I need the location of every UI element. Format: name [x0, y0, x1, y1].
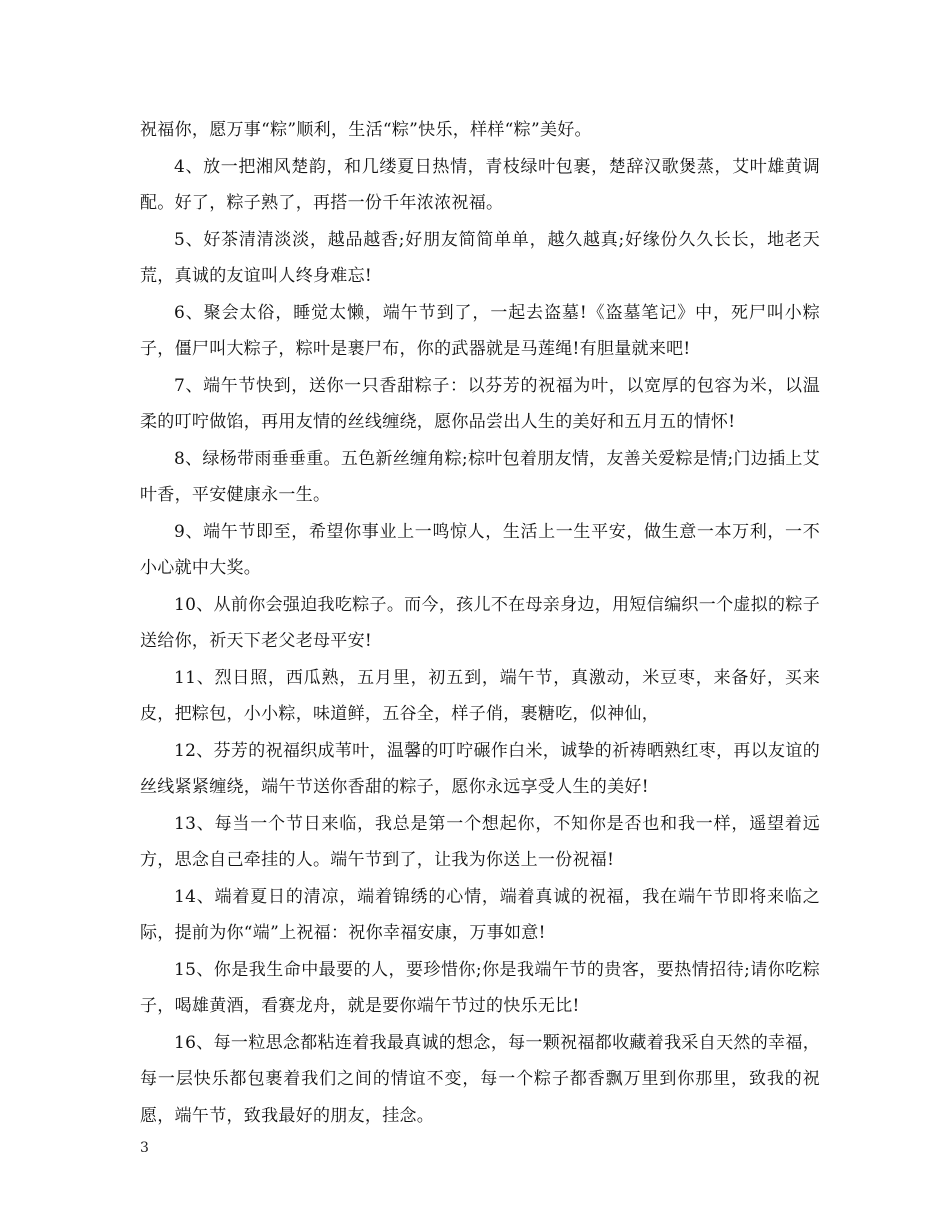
- paragraph-item-14: 14、端着夏日的清凉，端着锦绣的心情，端着真诚的祝福，我在端午节即将来临之际，提前为你“端”上祝福：祝你幸福安康，万事如意!: [140, 886, 820, 943]
- paragraph-item-6: 6、聚会太俗，睡觉太懒，端午节到了，一起去盗墓!《盗墓笔记》中，死尸叫小粽子，僵尸叫大粽子，粽叶是裹尸布，你的武器就是马莲绳!有胆量就来吧!: [140, 302, 820, 359]
- paragraph-item-13: 13、每当一个节日来临，我总是第一个想起你，不知你是否也和我一样，遥望着远方，思念自己牵挂的人。端午节到了，让我为你送上一份祝福!: [140, 813, 820, 870]
- paragraph-item-16: 16、每一粒思念都粘连着我最真诚的想念，每一颗祝福都收藏着我采自天然的幸福，每一层快乐都包裹着我们之间的情谊不变，每一个粽子都香飘万里到你那里，致我的祝愿，端午节，致我最好的朋友，挂念。: [140, 1032, 820, 1126]
- paragraph-item-15: 15、你是我生命中最要的人，要珍惜你;你是我端午节的贵客，要热情招待;请你吃粽子，喝雄黄酒，看赛龙舟，就是要你端午节过的快乐无比!: [140, 959, 820, 1016]
- paragraph-item-7: 7、端午节快到，送你一只香甜粽子：以芬芳的祝福为叶，以宽厚的包容为米，以温柔的叮咛做馅，再用友情的丝线缠绕，愿你品尝出人生的美好和五月五的情怀!: [140, 375, 820, 432]
- paragraph-item-8: 8、绿杨带雨垂垂重。五色新丝缠角粽;棕叶包着朋友情，友善关爱粽是情;门边插上艾叶香，平安健康永一生。: [140, 448, 820, 505]
- paragraph-item-4: 4、放一把湘风楚韵，和几缕夏日热情，青枝绿叶包裹，楚辞汉歌煲蒸，艾叶雄黄调配。好了，粽子熟了，再搭一份千年浓浓祝福。: [140, 156, 820, 213]
- paragraph-item-12: 12、芬芳的祝福织成苇叶，温馨的叮咛碾作白米，诚挚的祈祷晒熟红枣，再以友谊的丝线紧紧缠绕，端午节送你香甜的粽子，愿你永远享受人生的美好!: [140, 740, 820, 797]
- document-body: [140, 112, 820, 1134]
- page-number: 3: [140, 1140, 149, 1156]
- paragraph-continuation: 祝福你，愿万事“粽”顺利，生活“粽”快乐，样样“粽”美好。: [140, 120, 592, 140]
- paragraph-item-11: 11、烈日照，西瓜熟，五月里，初五到，端午节，真激动，米豆枣，来备好，买来皮，把粽包，小小粽，味道鲜，五谷全，样子俏，裹糖吃，似神仙，: [140, 667, 820, 724]
- paragraph-item-5: 5、好茶清清淡淡，越品越香;好朋友简简单单，越久越真;好缘份久久长长，地老天荒，真诚的友谊叫人终身难忘!: [140, 229, 820, 286]
- paragraph-item-9: 9、端午节即至，希望你事业上一鸣惊人，生活上一生平安，做生意一本万利，一不小心就中大奖。: [140, 521, 820, 578]
- paragraph-item-10: 10、从前你会强迫我吃粽子。而今，孩儿不在母亲身边，用短信编织一个虚拟的粽子送给你，祈天下老父老母平安!: [140, 594, 820, 651]
